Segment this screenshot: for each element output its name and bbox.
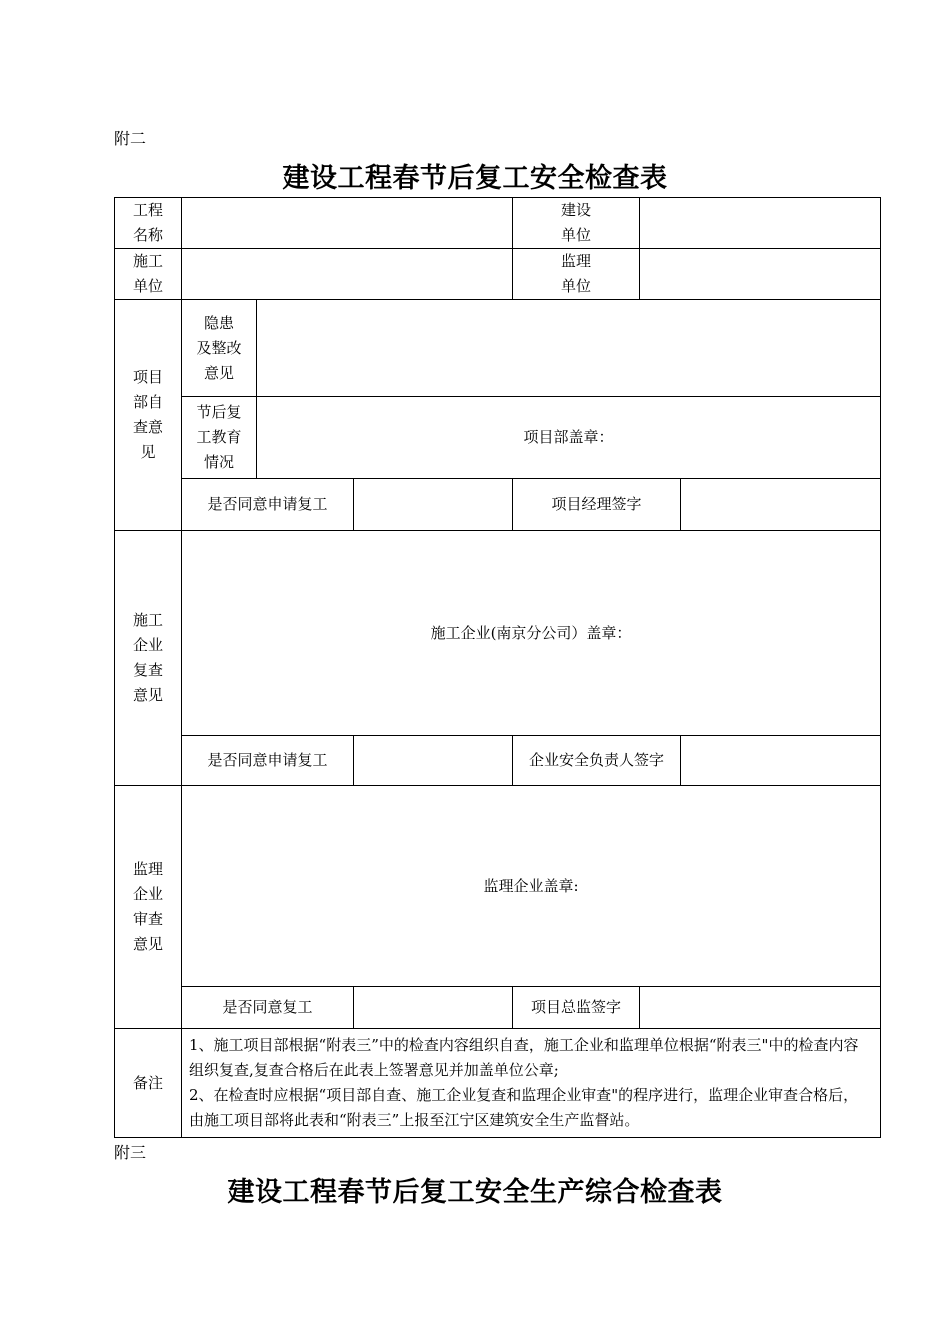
safety-head-signature-field[interactable]	[681, 736, 881, 786]
agree-apply-field-1[interactable]	[354, 479, 513, 531]
project-name-field[interactable]	[182, 198, 513, 249]
annex3-title: 建设工程春节后复工安全生产综合检查表	[227, 1177, 723, 1208]
pm-signature-label: 项目经理签字	[513, 479, 681, 531]
remarks-label: 备注	[115, 1029, 182, 1138]
contractor-field[interactable]	[182, 249, 513, 300]
supervisor-label: 监理 单位	[513, 249, 640, 300]
supervision-review-label: 监理 企业 审查 意见	[115, 786, 182, 1029]
agree-apply-label-1: 是否同意申请复工	[182, 479, 354, 531]
contractor-label: 施工 单位	[115, 249, 182, 300]
construction-unit-label: 建设 单位	[513, 198, 640, 249]
project-self-check-label: 项目 部自 查意 见	[115, 300, 182, 531]
hazards-label: 隐患 及整改 意见	[182, 300, 257, 397]
agree-apply-label-2: 是否同意申请复工	[182, 736, 354, 786]
pm-signature-field[interactable]	[681, 479, 881, 531]
chief-supervisor-signature-label: 项目总监签字	[513, 987, 640, 1029]
supervision-seal-text: 监理企业盖章:	[182, 786, 881, 987]
project-seal-text: 项目部盖章：	[257, 397, 881, 479]
agree-resume-field[interactable]	[354, 987, 513, 1029]
enterprise-seal-text: 施工企业(南京分公司）盖章：	[182, 531, 881, 736]
agree-resume-label: 是否同意复工	[182, 987, 354, 1029]
education-label: 节后复 工教育 情况	[182, 397, 257, 479]
supervisor-field[interactable]	[640, 249, 881, 300]
page-title: 建设工程春节后复工安全检查表	[282, 163, 668, 194]
inspection-form	[114, 197, 881, 1138]
annex3-label: 附三	[114, 1143, 147, 1162]
safety-head-signature-label: 企业安全负责人签字	[513, 736, 681, 786]
enterprise-review-label: 施工 企业 复查 意见	[115, 531, 182, 786]
project-name-label: 工程 名称	[115, 198, 182, 249]
hazards-field[interactable]	[257, 300, 881, 397]
construction-unit-field[interactable]	[640, 198, 881, 249]
chief-supervisor-signature-field[interactable]	[640, 987, 881, 1029]
remarks-text: 1、施工项目部根据“附表三”中的检查内容组织自查，施工企业和监理单位根据“附表三"中的检查内容组织复查,复查合格后在此表上签署意见并加盖单位公章; 2、在检查时应根据“项目部自查、施工企业复查和监理企业审查"的程序进行，监理企业审查合格后，由施工项目部将此表和“附表三”上报至江宁区建筑安全生产监督站。	[182, 1029, 881, 1138]
agree-apply-field-2[interactable]	[354, 736, 513, 786]
annex-label: 附二	[114, 129, 147, 148]
